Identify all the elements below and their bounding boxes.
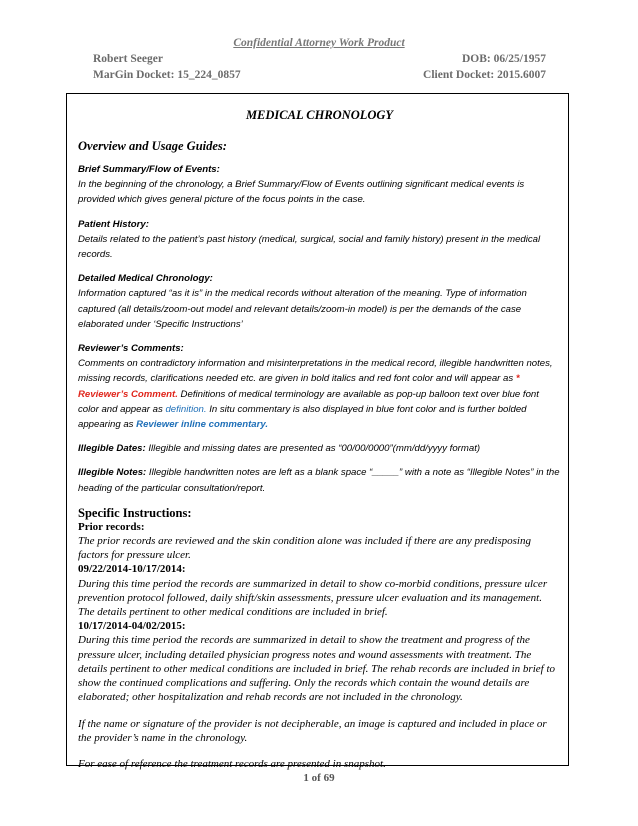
section-label: Reviewer’s Comments: [78,343,184,355]
client-docket: Client Docket: 2015.6007 [423,69,546,81]
overview-heading: Overview and Usage Guides: [78,139,227,153]
range2-text: During this time period the records are summarized in detail to show the treatment and progress of the pressure ulcer, including detailed physician progress notes and wound assessments with treatment. The details pertinent to other medical conditions are included in brief. The rehab records are included in brief to show the continued complications and suffering. Only the records which contain the wound details are elaborated; other hospitalization and rehab records are not included in the chronology. [78,634,556,704]
section-text: In situ commentary is also displayed in blue font color and is further bolded appearing as [78,403,527,431]
section-text: Comments on contradictory information and misinterpretations in the medical record, illegible handwritten notes, missing records, clarifications needed etc. are given in bold italics and red font color and will appear as [78,358,553,385]
section-illegible-notes [78,465,561,495]
page-title: MEDICAL CHRONOLOGY [245,108,394,122]
specific-instructions-heading: Specific Instructions: [78,505,192,520]
prior-records-text: The prior records are reviewed and the skin condition alone was included if there are any predisposing factors for pressure ulcer. [78,535,531,562]
section-detailed-chronology [78,271,561,332]
section-text: In the beginning of the chronology, a Brief Summary/Flow of Events outlining significant medical events is provided which gives general picture of the focus points in the case. [78,179,525,206]
signature-note: If the name or signature of the provider is not decipherable, an image is captured and included in place or the provider’s name in the chronology. [78,717,547,744]
section-label: Illegible Notes: [78,467,147,479]
section-label: Brief Summary/Flow of Events: [78,164,220,175]
overview-section [78,162,561,496]
content-box [66,93,569,770]
confidential-label: Confidential Attorney Work Product [233,37,405,49]
section-text: Definitions of medical terminology are available as pop-up balloon text over blue font color and appear as [78,388,539,415]
dob: DOB: 06/25/1957 [461,53,546,65]
section-text: Illegible handwritten notes are left as a blank space “_____” with a note as “Illegible Notes” in the heading of the particular consultation/report. [78,467,560,494]
inline-commentary-sample: Reviewer inline commentary. [136,419,269,431]
definition-sample: definition. [165,403,207,415]
section-reviewer-comments [78,341,561,432]
reviewer-comment-sample: * Reviewer’s Comment. [78,373,520,400]
page-number: 1 of 69 [303,772,335,784]
section-label: Detailed Medical Chronology: [78,273,213,285]
specific-instructions [78,520,561,771]
range1-label: 09/22/2014-10/17/2014: [78,563,186,576]
section-text: Information captured “as it is” in the medical records without alteration of the meaning. Type of information captured (all details/zoom-out model and relevant details/zoom-in model) is per the demands of the case elaborated under ‘Specific Instructions’ [78,288,527,330]
section-text: Details related to the patient’s past history (medical, surgical, social and family history) present in the medical records. [78,233,541,261]
section-illegible-dates [78,441,561,456]
patient-name: Robert Seeger [93,53,163,65]
section-text: Illegible and missing dates are presented as “00/00/0000”(mm/dd/yyyy format) [145,443,481,455]
range1-text: During this time period the records are summarized in detail to show co-morbid conditions, pressure ulcer prevention protocol followed, daily shift/skin assessments, pressure ulcer evaluation and its management. The details pertinent to other medical conditions are included in brief. [78,577,548,619]
margin-docket: MarGin Docket: 15_224_0857 [93,69,241,81]
section-patient-history [78,217,561,263]
section-brief-summary [78,162,561,208]
range2-label: 10/17/2014-04/02/2015: [78,620,186,633]
section-label: Patient History: [78,218,149,230]
page-header [0,37,638,83]
section-label: Illegible Dates: [78,443,146,455]
prior-records-label: Prior records: [78,520,145,533]
snapshot-note: For ease of reference the treatment records are presented in snapshot. [78,757,386,770]
